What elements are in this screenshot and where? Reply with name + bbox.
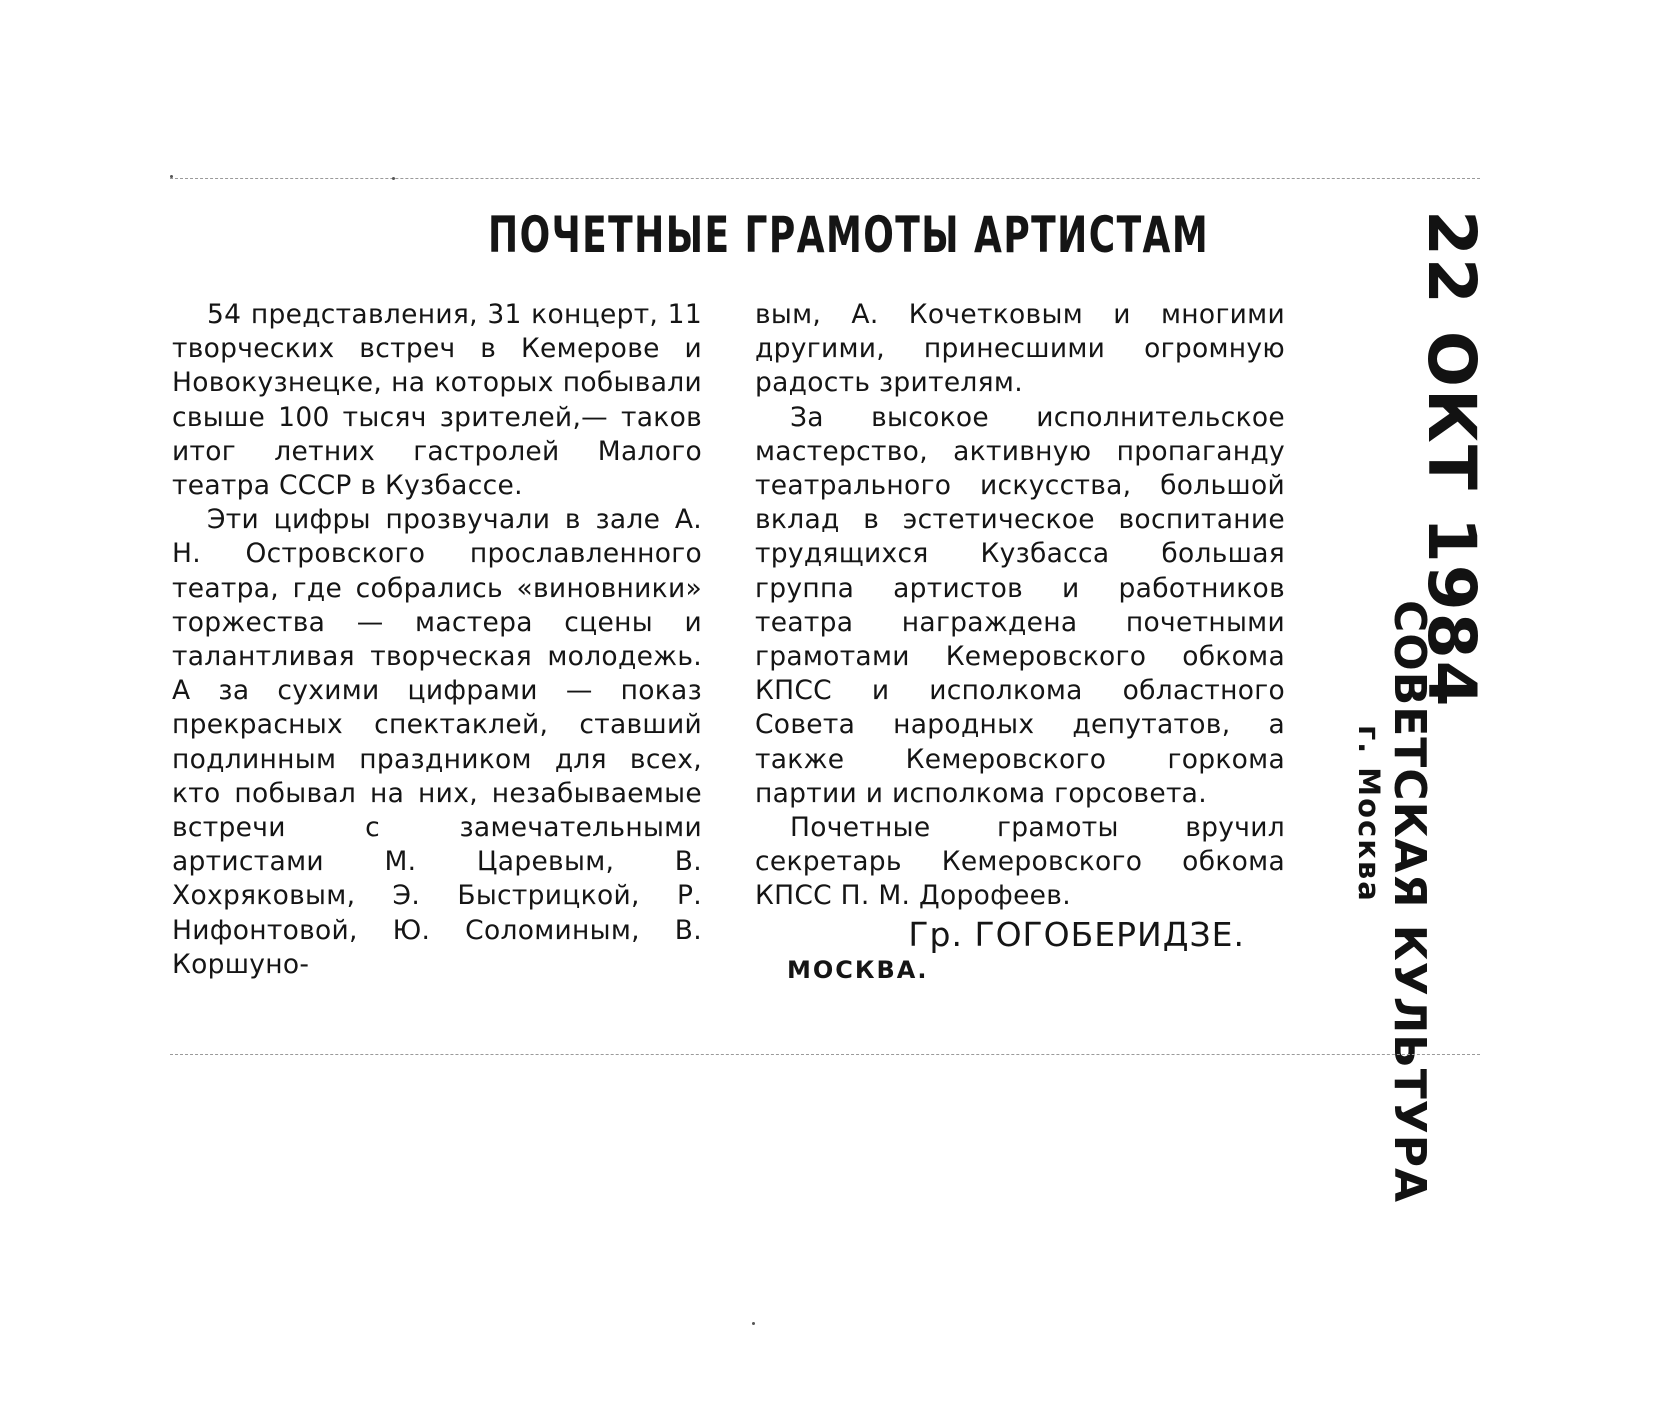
article-paragraph: вым, А. Кочетковым и многими другими, принесшими огромную радость зрителям. [755,299,1285,399]
clipping-top-cut-line [170,178,1480,179]
article-dateline: МОСКВА. [787,955,929,984]
scan-speck [392,177,395,180]
article-paragraph: Эти цифры прозвучали в зале А. Н. Островского прославленного театра, где собрались «виновники» торжества — мастера сцены и талантливая творческая молодежь. А за сухими цифрами — показ прекрасных спектаклей, ставший подлинным праздником для всех, кто побывал на них, незабываемые встречи с замечательными артистами М. Царевым, В. Хохряковым, Э. Быстрицкой, Р. Нифонтовой, Ю. Соломиным, В. Коршуно- [172,504,702,980]
newspaper-clipping [170,170,1490,1204]
clipping-bottom-cut-line [170,1054,1480,1055]
article-headline: ПОЧЕТНЫЕ ГРАМОТЫ АРТИСТАМ [488,206,1210,264]
stamp-newspaper-name: СОВЕТСКАЯ КУЛЬТУРА [1384,600,1435,1204]
stamp-city: г. Москва [1352,725,1386,903]
scan-speck [752,1322,755,1325]
author-signature: Гр. ГОГОБЕРИДЗЕ. [908,914,1245,954]
archive-stamp [1325,210,1490,1204]
article-paragraph: Почетные грамоты вручил секретарь Кемеровского обкома КПСС П. М. Дорофеев. [755,812,1285,912]
scan-speck [170,175,173,178]
stamp-date: 22 ОКТ 1984 [1413,210,1490,709]
article-paragraph: За высокое исполнительское мастерство, активную пропаганду театрального искусства, большой вклад в эстетическое воспитание трудящихся Кузбасса большая группа артистов и работников театра награждена почетными грамотами Кемеровского обкома КПСС и исполкома областного Совета народных депутатов, а также Кемеровского горкома партии и исполкома горсовета. [755,401,1285,809]
article-paragraph: 54 представления, 31 концерт, 11 творческих встреч в Кемерове и Новокузнецке, на которых побывали свыше 100 тысяч зрителей,— таков итог летних гастролей Малого театра СССР в Кузбассе. [172,299,702,502]
article-left-column [172,298,702,982]
article-right-column [755,298,1285,986]
